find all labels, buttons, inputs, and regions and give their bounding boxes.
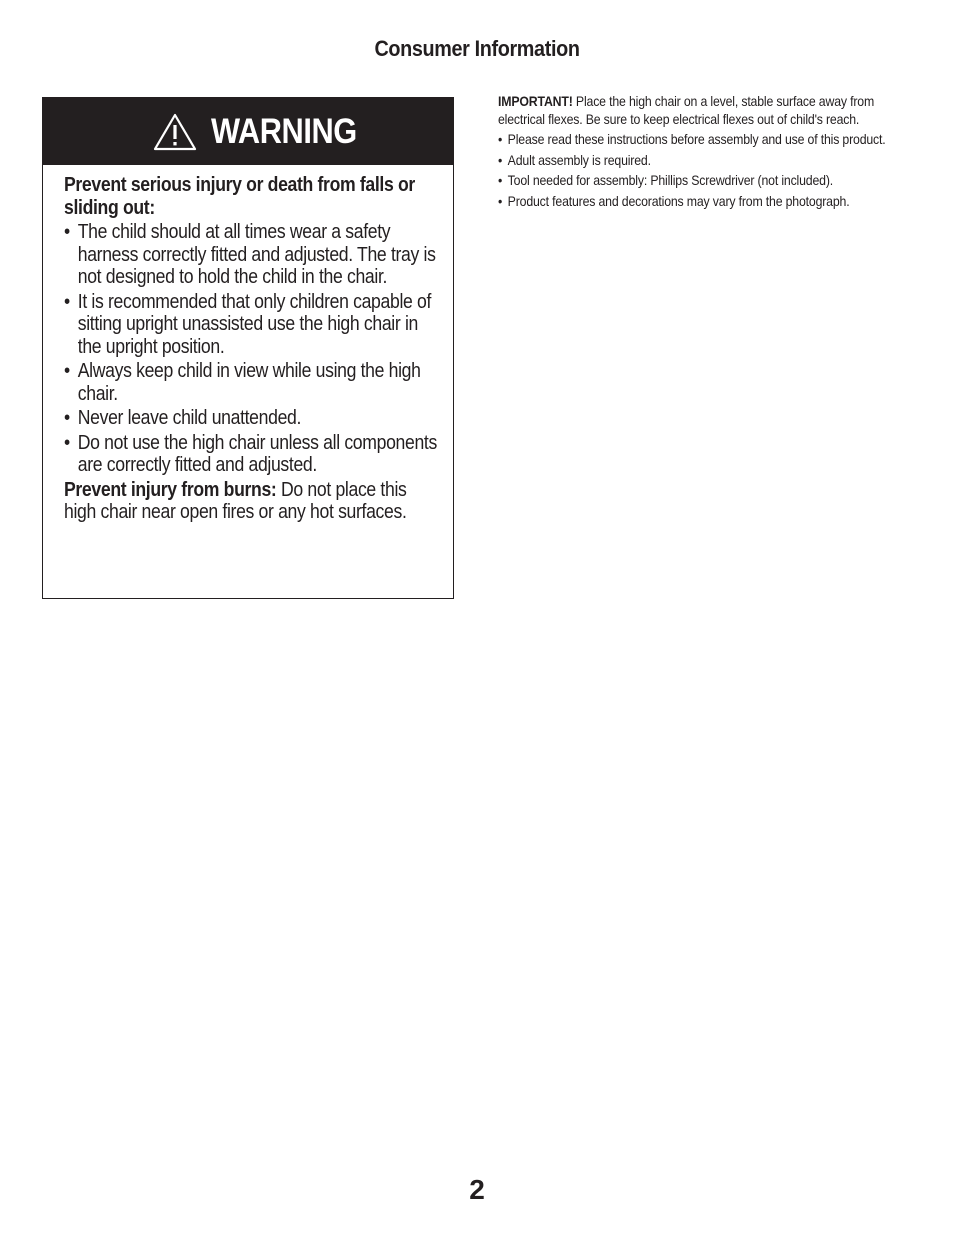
falls-list <box>64 221 442 477</box>
burns-text: Do not place this high chair near open fires or any hot surfaces. <box>64 477 407 523</box>
bullet-marker: • <box>64 289 70 313</box>
warning-header <box>43 98 453 165</box>
bullet-marker: • <box>498 131 503 147</box>
list-item <box>64 221 442 289</box>
page-number: 2 <box>469 1174 485 1205</box>
list-item-text: Always keep child in view while using the high chair. <box>77 359 421 405</box>
warning-triangle-icon <box>153 113 197 151</box>
consumer-info-column <box>498 93 912 213</box>
important-text: Place the high chair on a level, stable surface away from electrical flexes. Be sure to keep electrical flexes out of child's reach. <box>498 93 875 127</box>
list-item <box>498 152 912 170</box>
list-item <box>64 291 442 359</box>
list-item-text: Product features and decorations may vary from the photograph. <box>507 192 850 209</box>
warning-box <box>42 97 454 599</box>
list-item <box>498 193 912 211</box>
list-item-text: Do not use the high chair unless all components are correctly fitted and adjusted. <box>77 430 437 476</box>
important-note <box>498 93 912 128</box>
burns-label: Prevent injury from burns: <box>64 477 277 501</box>
important-label: IMPORTANT! <box>498 93 573 109</box>
burns-warning <box>64 479 442 524</box>
page-title: Consumer Information <box>374 36 580 61</box>
list-item <box>498 172 912 190</box>
list-item-text: The child should at all times wear a safety harness correctly fitted and adjusted. The tray is not designed to hold the child in the chair. <box>77 220 436 288</box>
list-item <box>64 407 442 430</box>
bullet-marker: • <box>498 192 503 209</box>
bullet-marker: • <box>498 151 503 168</box>
warning-body <box>43 165 453 524</box>
bullet-marker: • <box>64 220 70 243</box>
list-item <box>498 131 912 149</box>
list-item-text: Never leave child unattended. <box>77 406 302 429</box>
bullet-marker: • <box>64 406 70 429</box>
list-item-text: Adult assembly is required. <box>507 151 651 168</box>
info-list <box>498 131 912 210</box>
list-item-text: It is recommended that only children capable of sitting upright unassisted use the high chair in the upright position. <box>77 289 432 358</box>
bullet-marker: • <box>498 172 503 188</box>
bullet-marker: • <box>64 359 70 382</box>
bullet-marker: • <box>64 430 70 454</box>
list-item-text: Please read these instructions before assembly and use of this product. <box>507 131 886 147</box>
warning-title: WARNING <box>211 111 357 151</box>
list-item-text: Tool needed for assembly: Phillips Screwdriver (not included). <box>507 172 833 188</box>
falls-heading: Prevent serious injury or death from falls or sliding out: <box>64 173 415 219</box>
list-item <box>64 360 442 405</box>
list-item <box>64 432 442 477</box>
